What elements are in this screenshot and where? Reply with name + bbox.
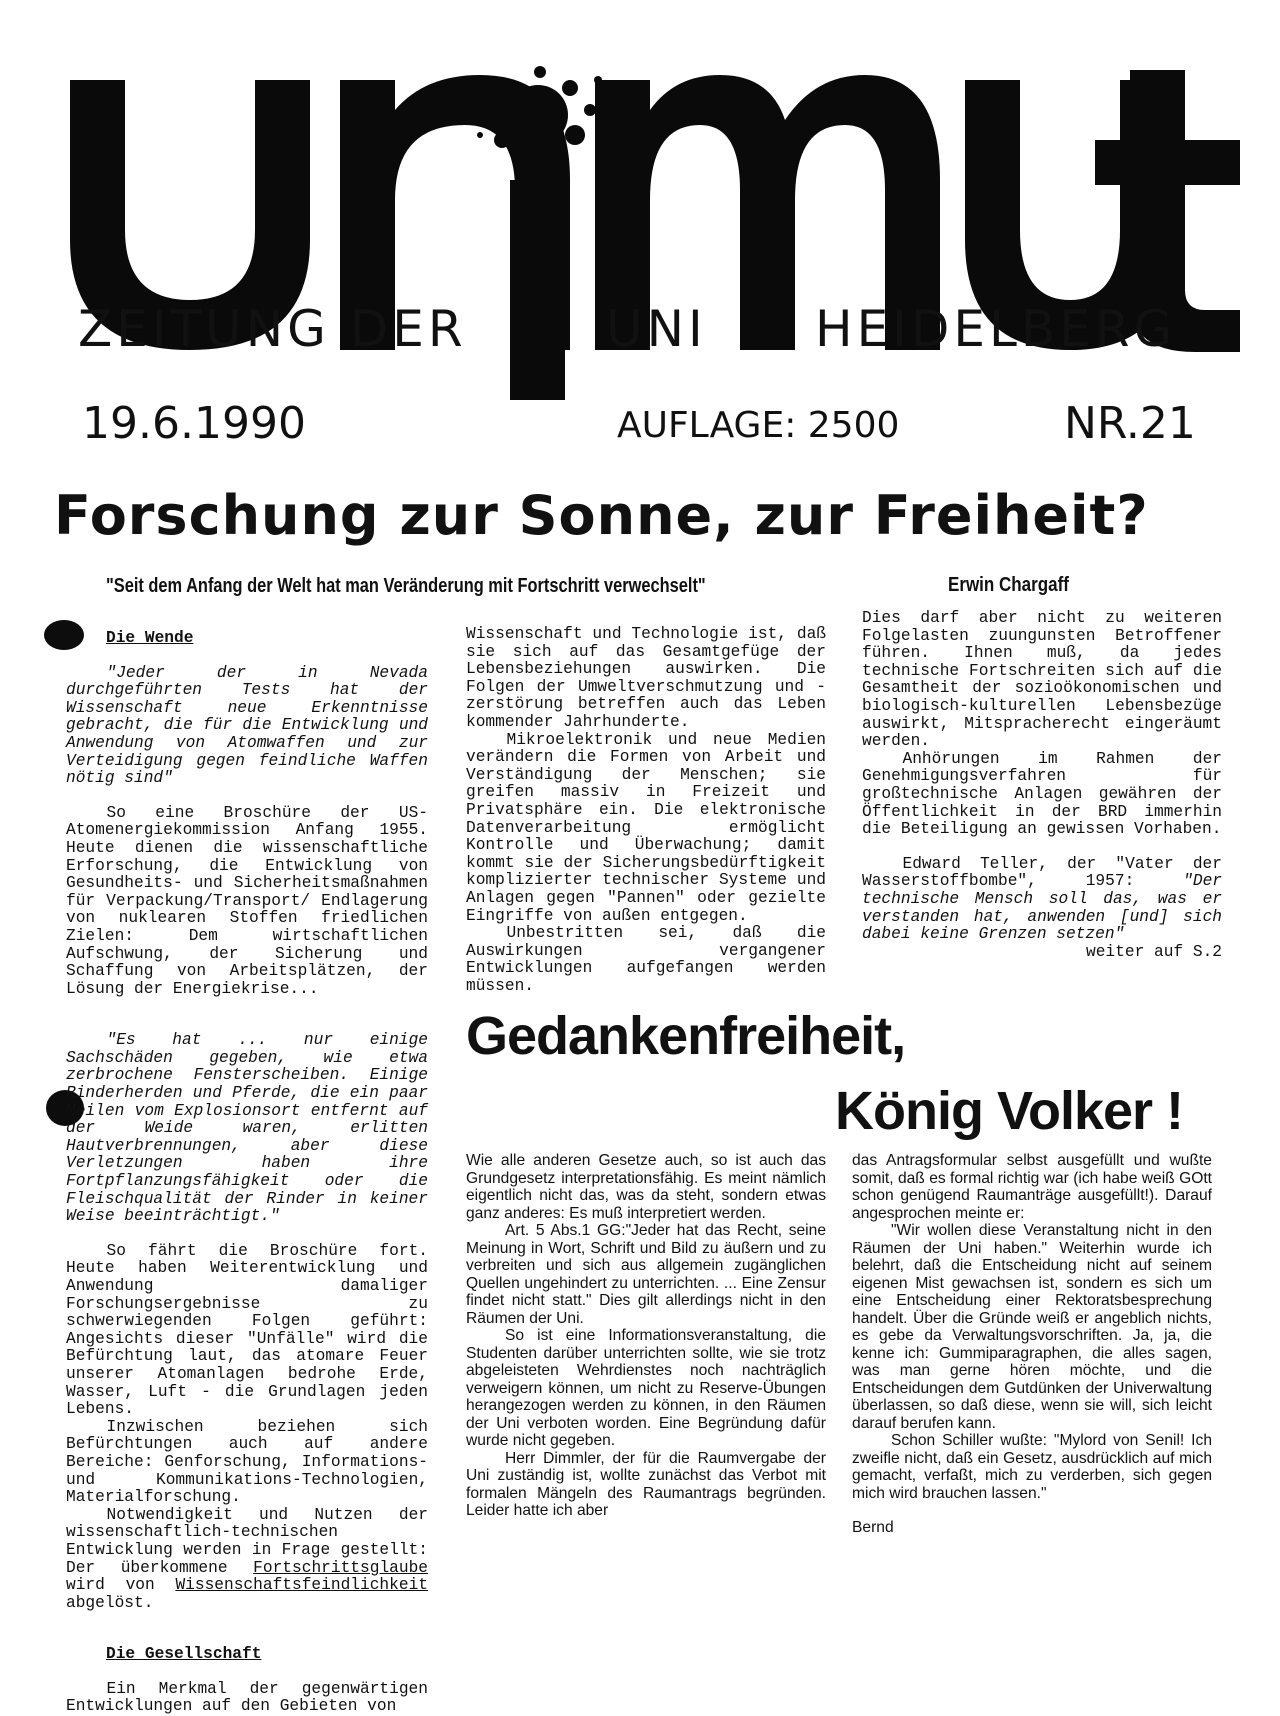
article1-col1-p1: "Jeder der in Nevada durchgeführten Tests hat der Wissenschaft neue Erkenntnisse gebracht, die für die Entwicklung und Anwendung von Atomwaffen und zur Verteidigung gegen feindliche Waffen nötig sind" [66, 663, 428, 788]
article1-col2-p2: Mikroelektronik und neue Medien verändern die Formen von Arbeit und Verständigung der Menschen; sie greifen massiv in Freizeit und Privatsphäre ein. Die elektronische Datenverarbeitung ermöglicht Kontrolle und Überwachung; damit kommt sie der Sicherungsbedürftigkeit komplizierter technischer Systeme und Anlagen gegen "Pannen" oder gezielte Eingriffe von außen entgegen. [466, 730, 826, 925]
print-run: AUFLAGE: 2500 [617, 405, 900, 446]
article1-epigraph-author: Erwin Chargaff [948, 574, 1069, 596]
masthead-subtitle-right: HEIDELBERG [815, 300, 1177, 358]
article2-col1-p4: Herr Dimmler, der für die Raumvergabe der Uni zuständig ist, wollte zunächst das Verbot mit formalen Mängeln des Raumantrags begründen. Leider hatte ich aber [466, 1449, 826, 1519]
article2-col1-p1: Wie alle anderen Gesetze auch, so ist auch das Grundgesetz interpretationsfähig. Es meint nämlich eigentlich nicht das, was da steht, sondern etwas ganz anderes: Es muß interpretiert werden. [466, 1152, 826, 1222]
article1-col2-p1: Wissenschaft und Technologie ist, daß sie sich auf das Gesamtgefüge der Lebensbeziehungen auswirken. Die Folgen der Umweltverschmutzung und -zerstörung betreffen auch das Leben kommender Jahrhunderte. [466, 625, 826, 731]
article2-col1-p2: Art. 5 Abs.1 GG:"Jeder hat das Recht, seine Meinung in Wort, Schrift und Bild zu äußern und zu verbreiten und sich aus allgemein zugänglichen Quellen ungehindert zu unterrichten. ... Eine Zensur findet nicht statt." Dies gilt allerdings nicht in den Räumen der Uni. [466, 1222, 826, 1327]
article1-col3-p1: Dies darf aber nicht zu weiteren Folgelasten zuungunsten Betroffener führen. Ihnen muß, da jedes technische Fortschreiten sich auf die Gesamtheit der sozioökonomischen und biologisch-kulturellen Lebensbezüge auswirkt, Mitspracherecht eingeräumt werden. [862, 609, 1222, 751]
article2-col2-p2: "Wir wollen diese Veranstaltung nicht in den Räumen der Uni haben." Weiterhin wurde ich belehrt, daß die Entscheidung nicht auf seinem eigenen Mist gewachsen ist, sondern es sich um eine Entscheidung einer Rektoratsbesprechung handelt. Über die Gründe weiß er angeblich nichts, es gebe da Verwaltungsvorschriften. Ja, ja, die kenne ich: Gummiparagraphen, die alles sagen, was man gerne hören möchte, und die Entscheidungen dem Gutdünken der Univerwaltung überlassen, so daß diese, wenn sie will, sich leicht darauf berufen kann. [852, 1222, 1212, 1432]
continued-note: weiter auf S.2 [1086, 942, 1222, 961]
article2-headline-line2: König Volker ! [835, 1081, 1184, 1141]
masthead-subtitle-left: ZEITUNG DER [78, 300, 467, 358]
issue-number: NR.21 [1064, 398, 1196, 449]
article1-col1-p6: Notwendigkeit und Nutzen der wissenschaftlich-technischen Entwicklung werden in Frage gestellt: Der überkommene Fortschrittsglaube wird von Wissenschaftsfeindlichkeit abgelöst. [66, 1505, 429, 1612]
article1-col3-p3: Edward Teller, der "Vater der Wasserstoffbombe", 1957: "Der technische Mensch soll das, was er verstanden hat, anwenden [und] sich dabei keine Grenzen setzen" [862, 854, 1222, 944]
article2-col2-p3: Schon Schiller wußte: "Mylord von Senil! Ich zweifle nicht, daß ein Gesetz, ausdrücklich auf mich gemacht, verfaßt, mich zu verderben, sich gegen mich wird brauchen lassen." [852, 1432, 1212, 1502]
masthead [0, 0, 1280, 470]
article1-column-3 [862, 610, 1222, 961]
article1-col1-p7: Ein Merkmal der gegenwärtigen Entwicklungen auf den Gebieten von [66, 1679, 428, 1716]
article2-col2-p1: das Antragsformular selbst ausgefüllt und wußte somit, daß es formal richtig war (ich habe weiß GOtt schon genügend Raumanträge ausgefüllt!). Darauf angesprochen meinte er: [852, 1152, 1212, 1222]
subhead-die-wende: Die Wende [106, 629, 194, 647]
article1-epigraph: "Seit dem Anfang der Welt hat man Veränderung mit Fortschritt verwechselt" [106, 575, 706, 597]
article1-col2-p3: Unbestritten sei, daß die Auswirkungen vergangener Entwicklungen aufgefangen werden müssen. [466, 924, 826, 995]
article2-signature: Bernd [852, 1519, 894, 1536]
article1-col1-p2: So eine Broschüre der US-Atomenergiekommission Anfang 1955. Heute dienen die wissenschaftliche Erforschung, die Entwicklung von Gesundheits- und Sicherheitsmaßnahmen für Verpackung/Transport/ Endlagerung von nuklearen Stoffen friedlichen Zielen: Dem wirtschaftlichen Aufschwung, der Sicherung und Schaffung von Arbeitsplätzen, der Lösung der Energiekrise... [66, 803, 428, 998]
issue-date: 19.6.1990 [82, 398, 306, 449]
article1-column-1 [66, 630, 428, 1716]
article2-col1-p3: So ist eine Informationsveranstaltung, die Studenten darüber unterrichten sollte, wie sie trotz abgeleisteten Wehrdienstes noch nachträglich verweigern können, um nicht zu Reserve-Übungen herangezogen werden zu können, in den Räumen der Uni verboten worden. Eine Begründung dafür wurde nicht gegeben. [466, 1327, 826, 1449]
term-fortschrittsglaube: Fortschrittsglaube [253, 1558, 429, 1577]
article1-headline: Forschung zur Sonne, zur Freiheit? [54, 484, 1149, 547]
article1-col1-p3: "Es hat ... nur einige Sachschäden gegeben, wie etwa zerbrochene Fensterscheiben. Einige Rinderherden und Pferde, die ein paar Meilen vom Explosionsort entfernt auf der Weide waren, erlitten Hautverbrennungen, aber diese Verletzungen haben ihre Fortpflanzungsfähigkeit oder die Fleischqualität der Rinder in keiner Weise beeinträchtigt." [66, 1031, 428, 1226]
subhead-die-gesellschaft: Die Gesellschaft [106, 1645, 262, 1664]
article1-column-2 [466, 626, 826, 995]
masthead-subtitle-mid: UNI [606, 300, 707, 358]
article2-headline-line1: Gedankenfreiheit, [466, 1006, 906, 1066]
masthead-logo [70, 40, 1200, 440]
article1-col1-p5: Inzwischen beziehen sich Befürchtungen auch auf andere Bereiche: Genforschung, Informations- und Kommunikations-Technologien, Materialforschung. [66, 1417, 428, 1507]
term-wissenschaftsfeindlichkeit: Wissenschaftsfeindlichkeit [175, 1576, 429, 1595]
article1-col1-p4: So fährt die Broschüre fort. Heute haben Weiterentwicklung und Anwendung damaliger Forschungsergebnisse zu schwerwiegenden Folgen geführt: Angesichts dieser "Unfälle" wird die Befürchtung laut, das atomare Feuer unserer Atomanlagen bedrohe Erde, Wasser, Luft - die Grundlagen jeden Lebens. [66, 1241, 428, 1419]
article1-col3-p2: Anhörungen im Rahmen der Genehmigungsverfahren für großtechnische Anlagen gewähren der Öffentlichkeit in der BRD immerhin die Beteiligung an gewissen Vorhaben. [862, 749, 1222, 839]
article2-column-2 [852, 1152, 1212, 1537]
article2-column-1 [466, 1152, 826, 1520]
logo-i-bar [510, 330, 565, 400]
